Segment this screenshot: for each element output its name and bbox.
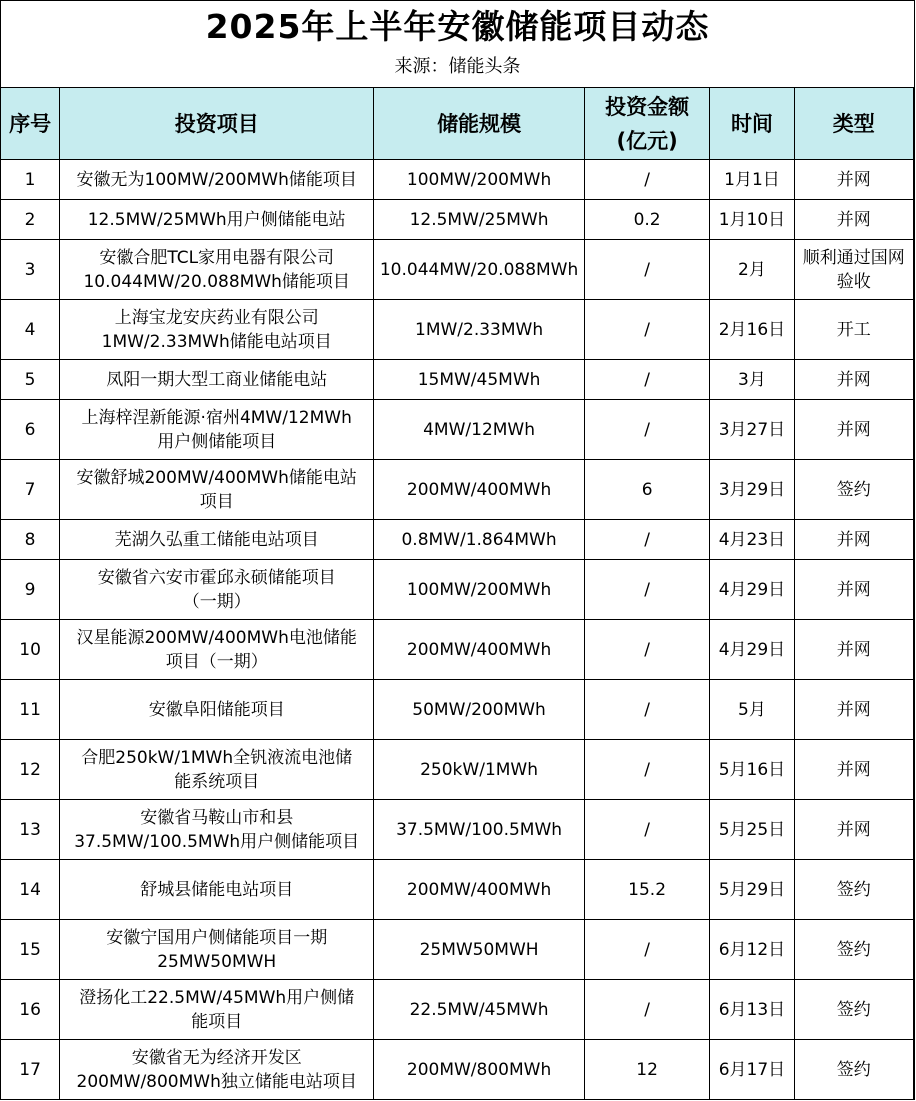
cell-time: 2月	[710, 240, 794, 300]
cell-type	[794, 1040, 913, 1100]
table-row	[1, 1040, 914, 1100]
table-row	[1, 520, 914, 560]
table-row	[1, 860, 914, 920]
cell-time: 2月16日	[710, 300, 794, 360]
cell-type	[794, 920, 913, 980]
cell-type	[794, 240, 913, 300]
cell-project	[60, 560, 374, 620]
cell-time: 1月1日	[710, 160, 794, 200]
cell-scale: 200MW/400MWh	[374, 460, 585, 520]
table-row	[1, 800, 914, 860]
header-amount	[584, 88, 709, 160]
header-scale: 储能规模	[374, 88, 585, 160]
table-row	[1, 620, 914, 680]
cell-type	[794, 200, 913, 240]
cell-scale: 25MW50MWH	[374, 920, 585, 980]
cell-type	[794, 680, 913, 740]
cell-project	[60, 740, 374, 800]
cell-scale: 10.044MW/20.088MWh	[374, 240, 585, 300]
cell-type-line: 并网	[836, 529, 871, 550]
cell-project-line: 安徽无为100MW/200MWh储能项目	[76, 169, 357, 190]
cell-type-line: 验收	[836, 271, 871, 292]
cell-project-line: 10.044MW/20.088MWh储能项目	[83, 271, 350, 292]
cell-amount: /	[584, 400, 709, 460]
cell-amount: /	[584, 300, 709, 360]
cell-no: 10	[1, 620, 60, 680]
cell-project-line: 安徽省无为经济开发区	[131, 1047, 302, 1068]
cell-time: 4月29日	[710, 620, 794, 680]
cell-type-line: 签约	[836, 479, 871, 500]
cell-project-line: 能系统项目	[174, 771, 260, 792]
cell-project-line: 舒城县储能电站项目	[140, 879, 294, 900]
cell-project	[60, 460, 374, 520]
cell-time: 3月27日	[710, 400, 794, 460]
header-amount-line2: (亿元)	[616, 128, 678, 153]
cell-type-line: 签约	[836, 1059, 871, 1080]
cell-type-line: 并网	[836, 639, 871, 660]
cell-amount: 6	[584, 460, 709, 520]
cell-no: 5	[1, 360, 60, 400]
cell-time: 3月	[710, 360, 794, 400]
cell-project-line: 安徽舒城200MW/400MWh储能电站	[76, 467, 357, 488]
cell-amount: /	[584, 240, 709, 300]
cell-type-line: 并网	[836, 209, 871, 230]
cell-project-line: 上海宝龙安庆药业有限公司	[114, 307, 319, 328]
cell-type-line: 并网	[836, 819, 871, 840]
cell-scale: 200MW/400MWh	[374, 620, 585, 680]
cell-time: 5月25日	[710, 800, 794, 860]
cell-project-line: （一期）	[182, 591, 251, 612]
cell-scale: 50MW/200MWh	[374, 680, 585, 740]
table-row	[1, 240, 914, 300]
cell-amount: /	[584, 160, 709, 200]
header-project: 投资项目	[60, 88, 374, 160]
table-row	[1, 460, 914, 520]
cell-type	[794, 520, 913, 560]
cell-scale: 200MW/400MWh	[374, 860, 585, 920]
cell-scale: 200MW/800MWh	[374, 1040, 585, 1100]
cell-type	[794, 460, 913, 520]
cell-type-line: 签约	[836, 879, 871, 900]
cell-no: 6	[1, 400, 60, 460]
table-header-row	[1, 88, 914, 160]
header-type: 类型	[794, 88, 913, 160]
table-row	[1, 740, 914, 800]
cell-project	[60, 300, 374, 360]
cell-project-line: 25MW50MWH	[157, 951, 277, 972]
cell-type-line: 并网	[836, 419, 871, 440]
cell-amount: /	[584, 800, 709, 860]
cell-project-line: 安徽省六安市霍邱永硕储能项目	[97, 567, 336, 588]
cell-project-line: 200MW/800MWh独立储能电站项目	[76, 1071, 357, 1092]
cell-time: 3月29日	[710, 460, 794, 520]
cell-type	[794, 620, 913, 680]
cell-project	[60, 160, 374, 200]
cell-project-line: 上海梓涅新能源·宿州4MW/12MWh	[81, 407, 352, 428]
cell-no: 17	[1, 1040, 60, 1100]
table-row	[1, 160, 914, 200]
table-row	[1, 300, 914, 360]
cell-project-line: 安徽省马鞍山市和县	[140, 807, 294, 828]
cell-time: 4月23日	[710, 520, 794, 560]
cell-type	[794, 860, 913, 920]
table-row	[1, 200, 914, 240]
cell-project	[60, 800, 374, 860]
cell-type	[794, 360, 913, 400]
cell-amount: /	[584, 920, 709, 980]
table-body	[1, 160, 914, 1100]
cell-amount: /	[584, 520, 709, 560]
cell-type-line: 开工	[836, 319, 871, 340]
source-caption: 来源：储能头条	[394, 56, 521, 77]
cell-type-line: 签约	[836, 939, 871, 960]
cell-scale: 15MW/45MWh	[374, 360, 585, 400]
cell-project	[60, 520, 374, 560]
cell-project	[60, 860, 374, 920]
cell-type-line: 并网	[836, 699, 871, 720]
cell-project	[60, 680, 374, 740]
table-row	[1, 980, 914, 1040]
cell-scale: 12.5MW/25MWh	[374, 200, 585, 240]
cell-time: 6月13日	[710, 980, 794, 1040]
cell-project-line: 合肥250kW/1MWh全钒液流电池储	[81, 747, 353, 768]
cell-project-line: 芜湖久弘重工储能电站项目	[114, 529, 319, 550]
cell-type	[794, 400, 913, 460]
table-row	[1, 920, 914, 980]
cell-no: 4	[1, 300, 60, 360]
cell-scale: 100MW/200MWh	[374, 560, 585, 620]
cell-no: 1	[1, 160, 60, 200]
cell-no: 12	[1, 740, 60, 800]
cell-type-line: 并网	[836, 759, 871, 780]
cell-amount: /	[584, 560, 709, 620]
cell-no: 13	[1, 800, 60, 860]
cell-time: 6月12日	[710, 920, 794, 980]
page-title: 2025年上半年安徽储能项目动态	[205, 7, 710, 46]
cell-project-line: 安徽合肥TCL家用电器有限公司	[99, 247, 335, 268]
cell-project	[60, 240, 374, 300]
cell-amount: /	[584, 620, 709, 680]
cell-amount: 0.2	[584, 200, 709, 240]
projects-table	[0, 87, 914, 1100]
cell-no: 9	[1, 560, 60, 620]
cell-type	[794, 300, 913, 360]
cell-scale: 0.8MW/1.864MWh	[374, 520, 585, 560]
table-row	[1, 560, 914, 620]
cell-project	[60, 400, 374, 460]
cell-project-line: 安徽宁国用户侧储能项目一期	[106, 927, 328, 948]
cell-project-line: 凤阳一期大型工商业储能电站	[106, 369, 328, 390]
cell-scale: 4MW/12MWh	[374, 400, 585, 460]
cell-project-line: 安徽阜阳储能项目	[148, 699, 285, 720]
cell-no: 16	[1, 980, 60, 1040]
cell-project	[60, 360, 374, 400]
cell-project	[60, 980, 374, 1040]
cell-project-line: 12.5MW/25MWh用户侧储能电站	[87, 209, 346, 230]
cell-no: 8	[1, 520, 60, 560]
cell-time: 4月29日	[710, 560, 794, 620]
header-amount-line1: 投资金额	[605, 94, 690, 119]
cell-project-line: 1MW/2.33MWh储能电站项目	[101, 331, 332, 352]
cell-project	[60, 200, 374, 240]
cell-time: 6月17日	[710, 1040, 794, 1100]
cell-project	[60, 1040, 374, 1100]
cell-project	[60, 620, 374, 680]
cell-amount: /	[584, 680, 709, 740]
cell-project-line: 项目（一期）	[165, 651, 268, 672]
cell-time: 5月29日	[710, 860, 794, 920]
header-time: 时间	[710, 88, 794, 160]
cell-time: 5月	[710, 680, 794, 740]
cell-amount: 15.2	[584, 860, 709, 920]
cell-no: 3	[1, 240, 60, 300]
cell-project-line: 澄扬化工22.5MW/45MWh用户侧储	[79, 987, 355, 1008]
cell-scale: 37.5MW/100.5MWh	[374, 800, 585, 860]
table-row	[1, 680, 914, 740]
cell-type	[794, 980, 913, 1040]
cell-project-line: 能项目	[191, 1011, 243, 1032]
cell-amount: /	[584, 360, 709, 400]
cell-scale: 22.5MW/45MWh	[374, 980, 585, 1040]
header-no: 序号	[1, 88, 60, 160]
cell-time: 1月10日	[710, 200, 794, 240]
cell-amount: /	[584, 740, 709, 800]
table-row	[1, 400, 914, 460]
cell-type-line: 并网	[836, 169, 871, 190]
cell-scale: 250kW/1MWh	[374, 740, 585, 800]
cell-project	[60, 920, 374, 980]
table-row	[1, 360, 914, 400]
cell-type	[794, 560, 913, 620]
cell-no: 14	[1, 860, 60, 920]
cell-time: 5月16日	[710, 740, 794, 800]
cell-amount: /	[584, 980, 709, 1040]
cell-type-line: 签约	[836, 999, 871, 1020]
cell-type-line: 顺利通过国网	[802, 247, 905, 268]
cell-type-line: 并网	[836, 369, 871, 390]
cell-no: 2	[1, 200, 60, 240]
cell-type-line: 并网	[836, 579, 871, 600]
cell-project-line: 37.5MW/100.5MWh用户侧储能项目	[74, 831, 360, 852]
cell-scale: 1MW/2.33MWh	[374, 300, 585, 360]
cell-scale: 100MW/200MWh	[374, 160, 585, 200]
cell-type	[794, 800, 913, 860]
cell-type	[794, 160, 913, 200]
cell-project-line: 项目	[199, 491, 234, 512]
cell-no: 11	[1, 680, 60, 740]
cell-no: 15	[1, 920, 60, 980]
cell-amount: 12	[584, 1040, 709, 1100]
cell-type	[794, 740, 913, 800]
cell-no: 7	[1, 460, 60, 520]
cell-project-line: 用户侧储能项目	[157, 431, 277, 452]
cell-project-line: 汉星能源200MW/400MWh电池储能	[76, 627, 357, 648]
